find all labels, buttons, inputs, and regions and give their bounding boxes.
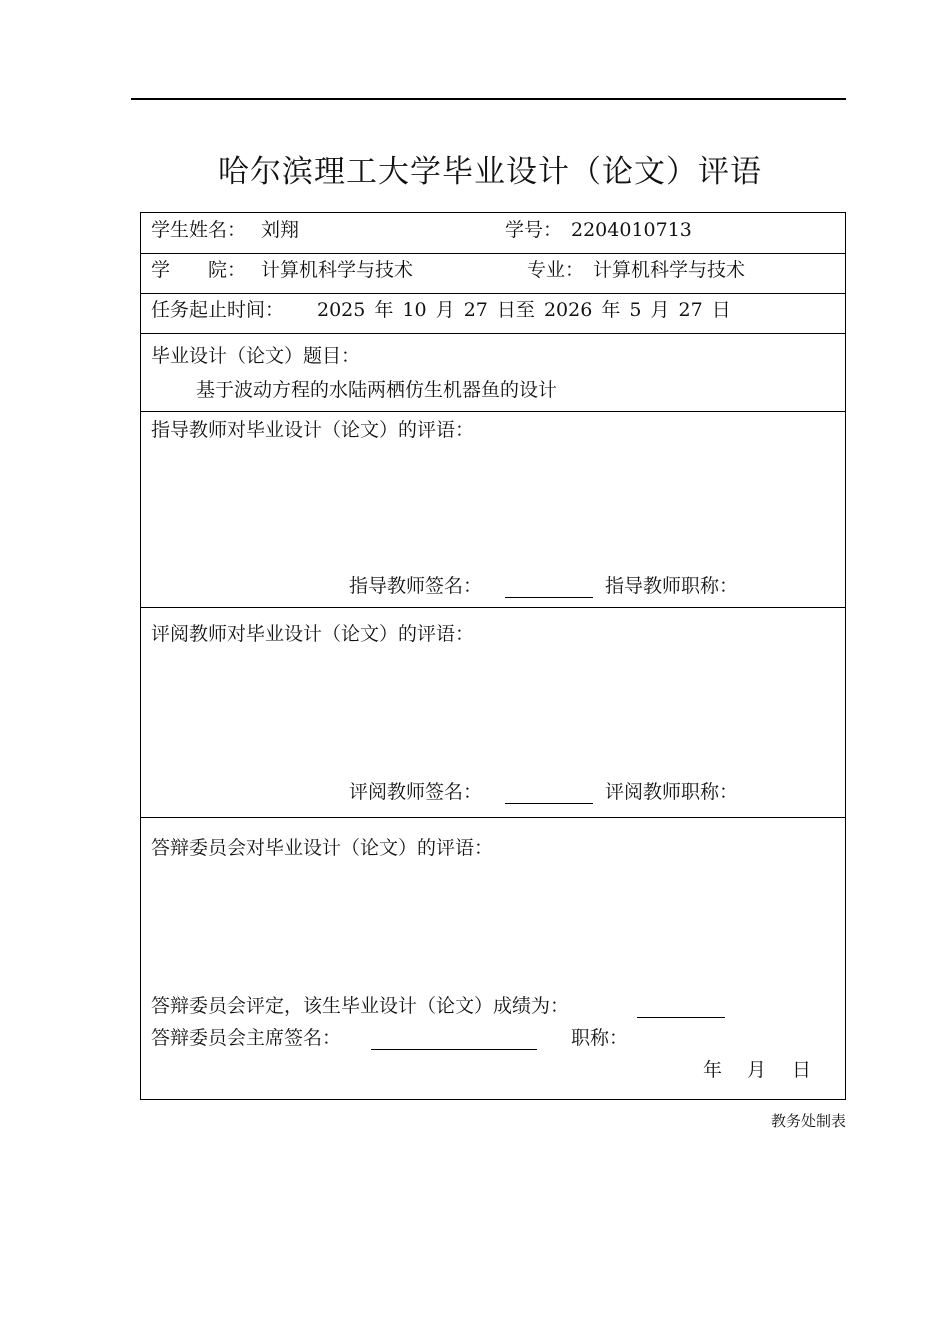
topic-label: 毕业设计（论文）题目： bbox=[151, 345, 361, 367]
advisor-comment-label: 指导教师对毕业设计（论文）的评语： bbox=[151, 419, 475, 441]
date-day: 日 bbox=[792, 1059, 812, 1081]
reviewer-sign-label: 评阅教师签名： bbox=[349, 781, 483, 803]
advisor-sign-label: 指导教师签名： bbox=[349, 575, 483, 597]
student-id: 2204010713 bbox=[571, 219, 692, 241]
committee-comment-row bbox=[141, 817, 845, 1099]
reviewer-title-label: 评阅教师职称： bbox=[605, 781, 739, 803]
committee-comment-label: 答辩委员会对毕业设计（论文）的评语： bbox=[151, 837, 494, 859]
date-year: 年 bbox=[703, 1059, 723, 1081]
page-title: 哈尔滨理工大学毕业设计（论文）评语 bbox=[218, 154, 762, 190]
major-label: 专业： bbox=[527, 259, 585, 281]
college-value: 计算机科学与技术 bbox=[261, 259, 414, 281]
committee-chair-title-label: 职称： bbox=[571, 1027, 629, 1049]
topic-row bbox=[141, 333, 845, 412]
college-row bbox=[141, 253, 845, 294]
committee-chair-sign-label: 答辩委员会主席签名： bbox=[151, 1027, 342, 1049]
advisor-sign-line[interactable] bbox=[505, 579, 593, 598]
header-rule bbox=[131, 98, 846, 100]
date-month: 月 bbox=[747, 1059, 767, 1081]
footer-note: 教务处制表 bbox=[770, 1112, 846, 1130]
topic-value: 基于波动方程的水陆两栖仿生机器鱼的设计 bbox=[196, 379, 558, 401]
student-id-label: 学号： bbox=[505, 219, 563, 241]
student-row bbox=[141, 213, 845, 254]
advisor-title-label: 指导教师职称： bbox=[605, 575, 739, 597]
college-label: 学 院： bbox=[151, 259, 247, 281]
major-value: 计算机科学与技术 bbox=[593, 259, 746, 281]
student-name: 刘翔 bbox=[261, 219, 300, 241]
period-label: 任务起止时间： bbox=[151, 299, 285, 321]
advisor-comment-row bbox=[141, 411, 845, 608]
committee-grade-line[interactable] bbox=[637, 999, 725, 1018]
reviewer-sign-line[interactable] bbox=[505, 785, 593, 804]
evaluation-form bbox=[140, 212, 846, 1100]
committee-chair-sign-line[interactable] bbox=[371, 1031, 537, 1050]
period-value: 2025 年 10 月 27 日至 2026 年 5 月 27 日 bbox=[317, 299, 731, 321]
committee-grade-label: 答辩委员会评定，该生毕业设计（论文）成绩为： bbox=[151, 995, 570, 1017]
reviewer-comment-label: 评阅教师对毕业设计（论文）的评语： bbox=[151, 623, 475, 645]
period-row bbox=[141, 293, 845, 334]
student-name-label: 学生姓名： bbox=[151, 219, 247, 241]
reviewer-comment-row bbox=[141, 607, 845, 818]
